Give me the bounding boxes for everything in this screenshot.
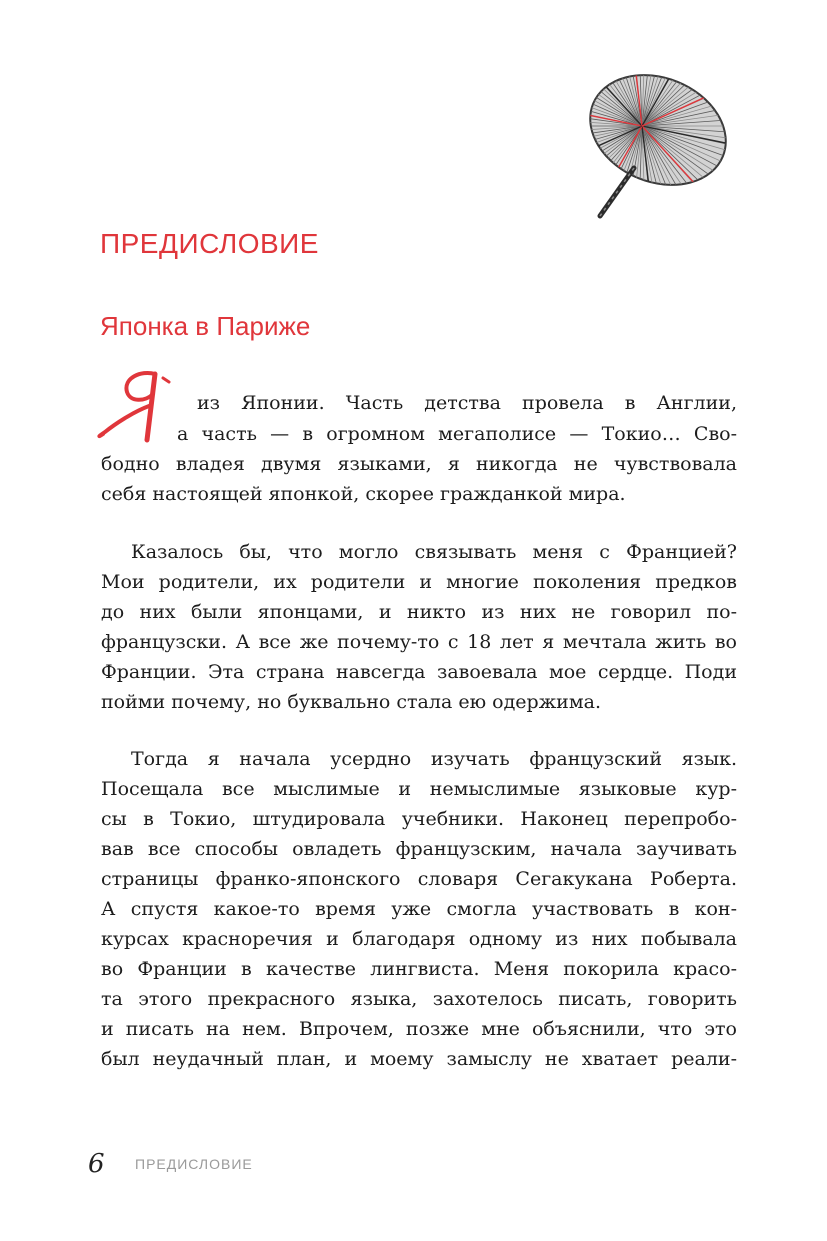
page-number: 6: [88, 1149, 105, 1179]
text-line: страницы франко-японского словаря Сегакукана Роберта.: [101, 868, 737, 890]
text-line: себя настоящей японкой, скорее гражданкой мира.: [101, 483, 626, 505]
text-line: Мои родители, их родители и многие поколения предков: [101, 571, 737, 593]
text-line: французски. А все же почему-то с 18 лет я мечтала жить во: [101, 631, 737, 653]
text-line: и писать на нем. Впрочем, позже мне объяснили, что это: [101, 1018, 737, 1040]
section-title: ПРЕДИСЛОВИЕ: [100, 228, 319, 259]
text-line: сы в Токио, штудировала учебники. Наконец перепробо-: [101, 808, 737, 830]
text-line: из Японии. Часть детства провела в Англии,: [197, 392, 737, 414]
text-line: курсах красноречия и благодаря одному из них побывала: [101, 928, 737, 950]
text-line: Казалось бы, что могло связывать меня с Францией?: [131, 541, 737, 563]
text-line: А спустя какое-то время уже смогла участвовать в кон-: [101, 898, 737, 920]
text-line: был неудачный план, и моему замыслу не хватает реали-: [101, 1048, 737, 1070]
text-line: пойми почему, но буквально стала ею одержима.: [101, 691, 601, 713]
running-head: ПРЕДИСЛОВИЕ: [135, 1156, 253, 1172]
umbrella-illustration: [558, 70, 734, 220]
text-line: вав все способы овладеть французским, начала заучивать: [101, 838, 737, 860]
text-line: Тогда я начала усердно изучать французский язык.: [131, 748, 737, 770]
text-line: Франции. Эта страна навсегда завоевала мое сердце. Поди: [101, 661, 737, 683]
text-line: Посещала все мыслимые и немыслимые языковые кур-: [101, 778, 737, 800]
text-line: бодно владея двумя языками, я никогда не чувствовала: [101, 453, 737, 475]
text-line: до них были японцами, и никто из них не говорил по-: [101, 601, 737, 623]
chapter-title: Японка в Париже: [100, 311, 311, 341]
text-line: та этого прекрасного языка, захотелось писать, говорить: [101, 988, 737, 1010]
text-line: во Франции в качестве лингвиста. Меня покорила красо-: [101, 958, 737, 980]
text-line: а часть — в огромном мегаполисе — Токио… Сво-: [177, 423, 737, 445]
drop-cap-letter: [93, 368, 185, 446]
